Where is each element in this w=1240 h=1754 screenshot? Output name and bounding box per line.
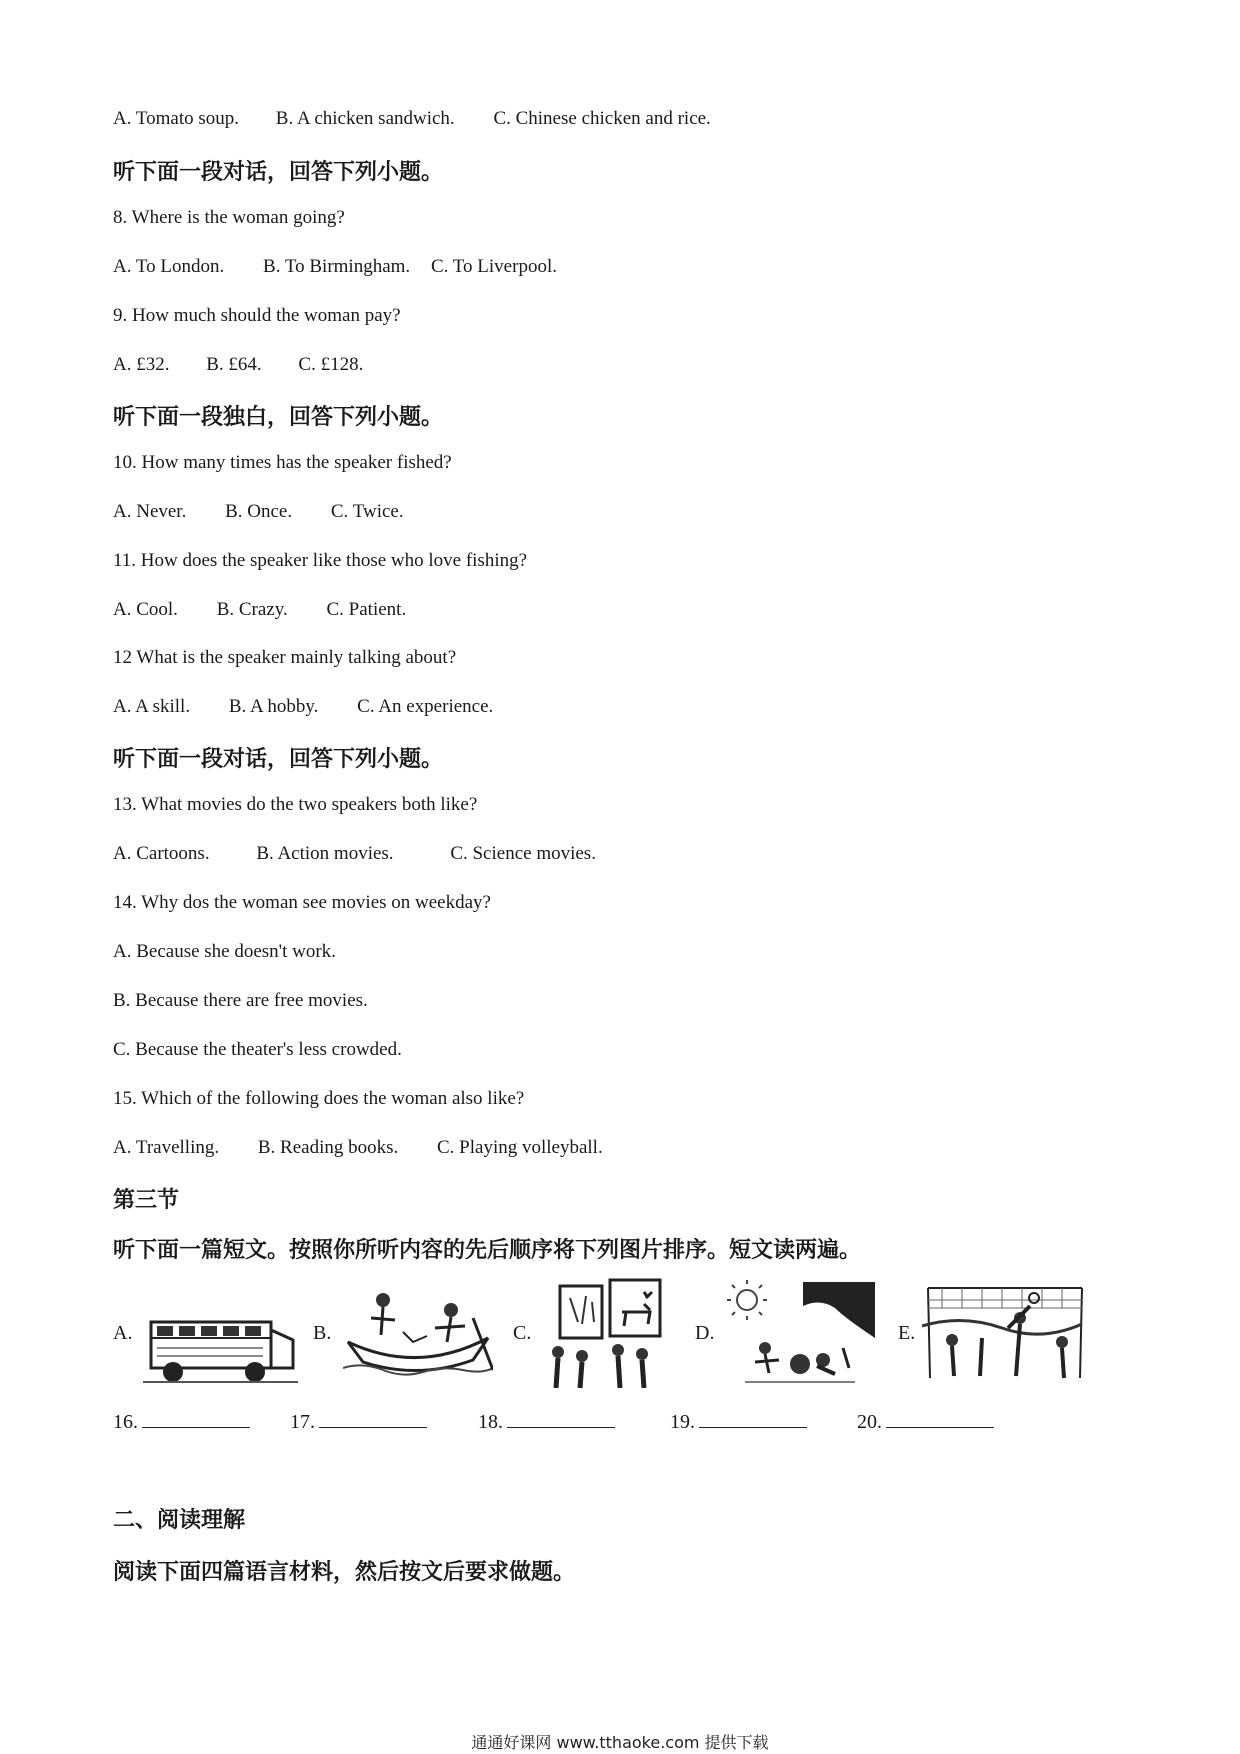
question-14: 14. Why dos the woman see movies on weekday? bbox=[113, 892, 491, 913]
q11-options bbox=[113, 599, 406, 621]
blank-number-16: 16. bbox=[113, 1411, 138, 1433]
part-2-instruction: 阅读下面四篇语言材料，然后按文后要求做题。 bbox=[113, 1559, 576, 1585]
question-12: 12 What is the speaker mainly talking about? bbox=[113, 647, 457, 668]
q15-option-a: A. Travelling. bbox=[113, 1137, 220, 1158]
blank-line-19[interactable] bbox=[699, 1409, 807, 1428]
question-8: 8. Where is the woman going? bbox=[113, 207, 345, 228]
q15-option-b: B. Reading books. bbox=[257, 1137, 399, 1158]
answer-blank-19[interactable] bbox=[670, 1409, 807, 1434]
q14-option-b: B. Because there are free movies. bbox=[113, 990, 368, 1011]
q13-options bbox=[113, 843, 596, 865]
answer-blank-18[interactable] bbox=[478, 1409, 615, 1434]
blank-number-19: 19. bbox=[670, 1411, 695, 1433]
beach-illustration bbox=[725, 1278, 875, 1388]
boat-illustration bbox=[343, 1280, 493, 1385]
picture-label-c: C. bbox=[513, 1322, 532, 1344]
instruction-dialog-1: 听下面一段对话，回答下列小题。 bbox=[113, 159, 444, 185]
q8-options bbox=[113, 256, 557, 278]
section-3-instruction: 听下面一篇短文。按照你所听内容的先后顺序将下列图片排序。短文读两遍。 bbox=[113, 1237, 862, 1263]
volleyball-illustration bbox=[922, 1278, 1087, 1393]
question-9: 9. How much should the woman pay? bbox=[113, 305, 401, 326]
q14-option-a: A. Because she doesn't work. bbox=[113, 941, 336, 962]
q12-option-b: B. A hobby. bbox=[228, 696, 319, 717]
q9-options bbox=[113, 354, 363, 376]
q12-options bbox=[113, 696, 493, 718]
q8-option-b: B. To Birmingham. bbox=[263, 256, 411, 277]
q10-option-a: A. Never. bbox=[113, 501, 187, 522]
museum-illustration bbox=[548, 1278, 668, 1393]
blank-line-17[interactable] bbox=[319, 1409, 427, 1428]
q9-option-c: C. £128. bbox=[298, 354, 364, 375]
q7-option-b: B. A chicken sandwich. bbox=[275, 108, 455, 129]
picture-label-d: D. bbox=[695, 1322, 715, 1344]
picture-label-a: A. bbox=[113, 1322, 133, 1344]
q9-option-a: A. £32. bbox=[113, 354, 170, 375]
q7-options bbox=[113, 108, 711, 130]
q10-option-b: B. Once. bbox=[225, 501, 293, 522]
question-13: 13. What movies do the two speakers both like? bbox=[113, 794, 478, 815]
answer-blank-20[interactable] bbox=[857, 1409, 994, 1434]
q8-option-a: A. To London. bbox=[113, 256, 225, 277]
q7-option-a: A. Tomato soup. bbox=[113, 108, 240, 129]
q10-option-c: C. Twice. bbox=[330, 501, 404, 522]
question-11: 11. How does the speaker like those who love fishing? bbox=[113, 550, 528, 571]
part-2-title: 二、阅读理解 bbox=[113, 1507, 246, 1533]
q7-option-c: C. Chinese chicken and rice. bbox=[493, 108, 711, 129]
instruction-monologue: 听下面一段独白，回答下列小题。 bbox=[113, 404, 444, 430]
q10-options bbox=[113, 501, 404, 523]
question-15: 15. Which of the following does the woman also like? bbox=[113, 1088, 525, 1109]
instruction-dialog-2: 听下面一段对话，回答下列小题。 bbox=[113, 746, 444, 772]
section-3-title: 第三节 bbox=[113, 1187, 180, 1213]
blank-number-18: 18. bbox=[478, 1411, 503, 1433]
answer-blank-16[interactable] bbox=[113, 1409, 250, 1434]
blank-line-18[interactable] bbox=[507, 1409, 615, 1428]
question-10: 10. How many times has the speaker fished? bbox=[113, 452, 452, 473]
blank-line-20[interactable] bbox=[886, 1409, 994, 1428]
bus-illustration bbox=[143, 1300, 298, 1390]
q12-option-a: A. A skill. bbox=[113, 696, 191, 717]
page-footer: 通通好课网 www.tthaoke.com 提供下载 bbox=[471, 1733, 769, 1752]
q14-option-c: C. Because the theater's less crowded. bbox=[113, 1039, 402, 1060]
q9-option-b: B. £64. bbox=[206, 354, 262, 375]
q13-option-b: B. Action movies. bbox=[256, 843, 394, 864]
q13-option-c: C. Science movies. bbox=[450, 843, 596, 864]
blank-number-20: 20. bbox=[857, 1411, 882, 1433]
q13-option-a: A. Cartoons. bbox=[113, 843, 210, 864]
q15-option-c: C. Playing volleyball. bbox=[437, 1137, 603, 1158]
q15-options bbox=[113, 1137, 603, 1159]
q11-option-a: A. Cool. bbox=[113, 599, 178, 620]
picture-label-b: B. bbox=[313, 1322, 332, 1344]
answer-blank-17[interactable] bbox=[290, 1409, 427, 1434]
blank-line-16[interactable] bbox=[142, 1409, 250, 1428]
q8-option-c: C. To Liverpool. bbox=[430, 256, 557, 277]
q11-option-b: B. Crazy. bbox=[216, 599, 288, 620]
picture-label-e: E. bbox=[898, 1322, 916, 1344]
q11-option-c: C. Patient. bbox=[326, 599, 407, 620]
blank-number-17: 17. bbox=[290, 1411, 315, 1433]
q12-option-c: C. An experience. bbox=[357, 696, 494, 717]
